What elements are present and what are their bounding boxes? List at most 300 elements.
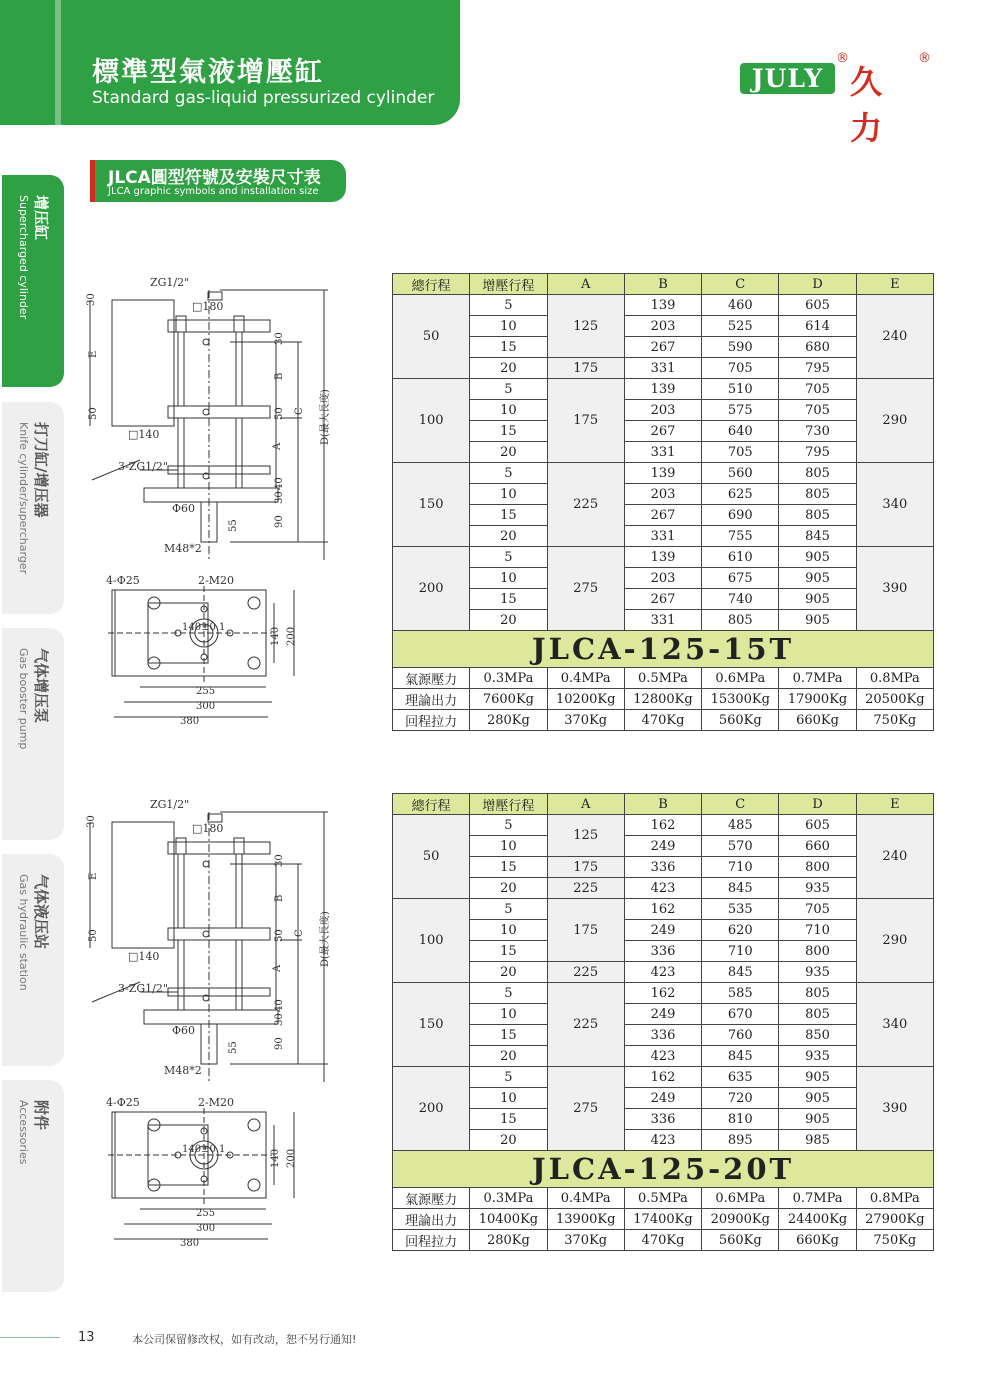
cell-c: 760 <box>702 1025 779 1046</box>
cell-a: 225 <box>547 463 624 547</box>
cell-b: 162 <box>624 899 701 920</box>
label-port-top: ZG1/2" <box>150 276 190 289</box>
cell-c: 720 <box>702 1088 779 1109</box>
cell-boost-stroke: 15 <box>470 505 547 526</box>
dim-d: D(最大長度) <box>320 389 331 445</box>
cell-d: 845 <box>779 526 856 547</box>
cell-d: 905 <box>779 589 856 610</box>
table-row <box>393 316 934 337</box>
cell-b: 331 <box>624 526 701 547</box>
cell-c: 705 <box>702 358 779 379</box>
model-name: JLCA-125-20T <box>393 1151 934 1188</box>
cell-d: 805 <box>779 1004 856 1025</box>
column-header: B <box>624 274 701 295</box>
pressure-label: 氣源壓力 <box>393 1188 470 1209</box>
pressure-value: 660Kg <box>779 1230 856 1251</box>
cell-b: 331 <box>624 610 701 631</box>
cell-boost-stroke: 10 <box>470 316 547 337</box>
dim-255: 255 <box>196 1208 216 1219</box>
cell-a: 175 <box>547 857 624 878</box>
page-title-cn: 標準型氣液增壓缸 <box>92 57 324 88</box>
cell-a: 275 <box>547 1067 624 1151</box>
cell-d: 905 <box>779 1109 856 1130</box>
cell-b: 162 <box>624 815 701 836</box>
label-dia-60: Φ60 <box>172 1024 196 1037</box>
pressure-label: 理論出力 <box>393 689 470 710</box>
dim-30: 30 <box>86 815 97 828</box>
label-holes: 4-Φ25 <box>106 574 140 587</box>
cell-d: 935 <box>779 1046 856 1067</box>
cell-c: 510 <box>702 379 779 400</box>
sidebar-item-gas-booster-pump[interactable] <box>2 628 64 840</box>
table-row <box>393 505 934 526</box>
cell-d: 935 <box>779 878 856 899</box>
cell-d: 795 <box>779 442 856 463</box>
cell-boost-stroke: 10 <box>470 400 547 421</box>
cell-a: 225 <box>547 983 624 1067</box>
label-dia-60: Φ60 <box>172 502 196 515</box>
cell-a: 175 <box>547 899 624 962</box>
cell-c: 625 <box>702 484 779 505</box>
pressure-value: 0.5MPa <box>624 668 701 689</box>
cell-c: 620 <box>702 920 779 941</box>
sidebar-item-label-cn: 增压缸 <box>32 195 50 241</box>
column-header: A <box>547 274 624 295</box>
cell-c: 705 <box>702 442 779 463</box>
cell-d: 705 <box>779 379 856 400</box>
cell-boost-stroke: 5 <box>470 547 547 568</box>
cell-boost-stroke: 5 <box>470 899 547 920</box>
pressure-value: 560Kg <box>702 1230 779 1251</box>
cell-boost-stroke: 5 <box>470 983 547 1004</box>
dim-50b: 50 <box>274 929 285 942</box>
cell-boost-stroke: 10 <box>470 484 547 505</box>
dim-50: 50 <box>88 929 99 942</box>
cell-d: 905 <box>779 610 856 631</box>
pressure-value: 750Kg <box>856 1230 933 1251</box>
cell-boost-stroke: 20 <box>470 1130 547 1151</box>
dim-a: A <box>272 964 283 972</box>
pressure-value: 0.3MPa <box>470 668 547 689</box>
cell-b: 336 <box>624 1025 701 1046</box>
column-header: E <box>856 274 933 295</box>
dim-300: 300 <box>196 701 216 712</box>
cell-c: 810 <box>702 1109 779 1130</box>
pressure-row <box>393 689 934 710</box>
pressure-value: 17400Kg <box>624 1209 701 1230</box>
cell-b: 267 <box>624 505 701 526</box>
pressure-value: 13900Kg <box>547 1209 624 1230</box>
dim-c: C <box>294 929 305 937</box>
cell-c: 845 <box>702 878 779 899</box>
pressure-value: 280Kg <box>470 710 547 731</box>
cell-c: 895 <box>702 1130 779 1151</box>
cell-c: 610 <box>702 547 779 568</box>
column-header: C <box>702 794 779 815</box>
dim-90: 90 <box>274 1037 285 1050</box>
label-holes: 4-Φ25 <box>106 1096 140 1109</box>
column-header: C <box>702 274 779 295</box>
cell-boost-stroke: 10 <box>470 920 547 941</box>
table-row <box>393 484 934 505</box>
cell-c: 460 <box>702 295 779 316</box>
cell-boost-stroke: 5 <box>470 379 547 400</box>
dim-a: A <box>272 442 283 450</box>
table-header-row <box>393 274 934 295</box>
cell-boost-stroke: 10 <box>470 1004 547 1025</box>
section-accent-bar <box>90 160 95 202</box>
cell-boost-stroke: 15 <box>470 941 547 962</box>
cell-c: 845 <box>702 1046 779 1067</box>
table-row <box>393 610 934 631</box>
dim-b: B <box>274 894 285 902</box>
cell-b: 423 <box>624 878 701 899</box>
table-row <box>393 962 934 983</box>
cell-boost-stroke: 10 <box>470 1088 547 1109</box>
cell-b: 249 <box>624 836 701 857</box>
table-row <box>393 421 934 442</box>
cell-boost-stroke: 5 <box>470 463 547 484</box>
table-row <box>393 878 934 899</box>
cell-e: 240 <box>856 295 933 379</box>
cell-c: 640 <box>702 421 779 442</box>
cell-b: 203 <box>624 400 701 421</box>
sidebar-item-label-cn: 附件 <box>32 1100 50 1131</box>
cell-c: 670 <box>702 1004 779 1025</box>
pressure-label: 回程拉力 <box>393 710 470 731</box>
sidebar-item-gas-hydraulic-station[interactable] <box>2 854 64 1066</box>
label-thread-m48: M48*2 <box>164 542 202 555</box>
pressure-value: 15300Kg <box>702 689 779 710</box>
cell-boost-stroke: 5 <box>470 815 547 836</box>
label-port-top: ZG1/2" <box>150 798 190 811</box>
technical-drawing-2 <box>80 792 350 1266</box>
header-strip <box>55 0 61 125</box>
cell-d: 805 <box>779 463 856 484</box>
cell-b: 267 <box>624 589 701 610</box>
pressure-row <box>393 668 934 689</box>
cell-d: 800 <box>779 857 856 878</box>
column-header: 增壓行程 <box>470 274 547 295</box>
cell-d: 605 <box>779 815 856 836</box>
cell-d: 805 <box>779 983 856 1004</box>
table-row <box>393 1004 934 1025</box>
pressure-value: 660Kg <box>779 710 856 731</box>
cell-c: 675 <box>702 568 779 589</box>
label-square-180: □180 <box>192 822 224 835</box>
table-header-row <box>393 794 934 815</box>
cell-a: 125 <box>547 295 624 358</box>
table-row <box>393 857 934 878</box>
cell-boost-stroke: 15 <box>470 589 547 610</box>
cell-boost-stroke: 10 <box>470 836 547 857</box>
table-row <box>393 1088 934 1109</box>
spec-table-jlca-125-20t <box>392 793 934 1251</box>
registered-mark: ® <box>836 51 849 66</box>
dim-c: C <box>294 407 305 415</box>
table-row <box>393 899 934 920</box>
table-row <box>393 379 934 400</box>
cell-d: 705 <box>779 400 856 421</box>
dim-90: 90 <box>274 515 285 528</box>
cell-b: 203 <box>624 568 701 589</box>
pressure-value: 560Kg <box>702 710 779 731</box>
table-row <box>393 568 934 589</box>
dim-e: E <box>88 872 99 880</box>
cell-c: 525 <box>702 316 779 337</box>
pressure-value: 750Kg <box>856 710 933 731</box>
column-header: D <box>779 274 856 295</box>
table-row <box>393 337 934 358</box>
cell-boost-stroke: 20 <box>470 610 547 631</box>
pressure-label: 氣源壓力 <box>393 668 470 689</box>
cell-total-stroke: 200 <box>393 1067 470 1151</box>
cell-boost-stroke: 15 <box>470 1109 547 1130</box>
cell-b: 139 <box>624 547 701 568</box>
cell-e: 340 <box>856 463 933 547</box>
table-row <box>393 836 934 857</box>
cell-d: 614 <box>779 316 856 337</box>
pressure-value: 370Kg <box>547 710 624 731</box>
cell-b: 423 <box>624 1046 701 1067</box>
cell-b: 267 <box>624 337 701 358</box>
footer-divider <box>0 1337 60 1338</box>
dim-30c: 30 <box>274 491 285 504</box>
cell-e: 290 <box>856 899 933 983</box>
cell-b: 249 <box>624 1088 701 1109</box>
spec-table-jlca-125-15t <box>392 273 934 731</box>
cell-c: 740 <box>702 589 779 610</box>
cell-d: 905 <box>779 568 856 589</box>
pressure-row <box>393 710 934 731</box>
dim-30c: 30 <box>274 1013 285 1026</box>
cell-c: 805 <box>702 610 779 631</box>
sidebar-item-label-en: Gas booster pump <box>17 648 30 750</box>
page-title-en: Standard gas-liquid pressurized cylinder <box>92 88 435 108</box>
cell-e: 240 <box>856 815 933 899</box>
pressure-label: 理論出力 <box>393 1209 470 1230</box>
table-row <box>393 941 934 962</box>
table-row <box>393 983 934 1004</box>
pressure-value: 12800Kg <box>624 689 701 710</box>
table-row <box>393 815 934 836</box>
cell-b: 139 <box>624 295 701 316</box>
dim-e: E <box>88 350 99 358</box>
pressure-value: 0.8MPa <box>856 1188 933 1209</box>
header-banner <box>0 0 460 125</box>
cell-d: 905 <box>779 1067 856 1088</box>
cell-boost-stroke: 10 <box>470 568 547 589</box>
model-name: JLCA-125-15T <box>393 631 934 668</box>
cell-c: 710 <box>702 857 779 878</box>
cell-b: 331 <box>624 358 701 379</box>
column-header: A <box>547 794 624 815</box>
cell-total-stroke: 200 <box>393 547 470 631</box>
cell-b: 423 <box>624 962 701 983</box>
cell-d: 800 <box>779 941 856 962</box>
cell-a: 175 <box>547 358 624 379</box>
registered-mark-2: ® <box>918 51 931 66</box>
cell-d: 905 <box>779 547 856 568</box>
cell-c: 485 <box>702 815 779 836</box>
pressure-value: 20900Kg <box>702 1209 779 1230</box>
dim-140-tol: 140±0.1 <box>182 622 226 633</box>
footer-note: 本公司保留修改权，如有改动，恕不另行通知! <box>132 1333 357 1346</box>
cell-b: 162 <box>624 983 701 1004</box>
cell-b: 203 <box>624 484 701 505</box>
pressure-value: 470Kg <box>624 710 701 731</box>
pressure-value: 27900Kg <box>856 1209 933 1230</box>
cell-boost-stroke: 20 <box>470 962 547 983</box>
sidebar-item-supercharged-cylinder[interactable] <box>2 175 64 387</box>
sidebar-item-label-en: Supercharged cylinder <box>17 195 30 320</box>
cell-b: 331 <box>624 442 701 463</box>
dim-255: 255 <box>196 686 216 697</box>
cell-c: 585 <box>702 983 779 1004</box>
cell-c: 535 <box>702 899 779 920</box>
sidebar-item-label-en: Knife cylinder/supercharger <box>17 422 30 575</box>
cell-total-stroke: 50 <box>393 295 470 379</box>
cell-boost-stroke: 5 <box>470 1067 547 1088</box>
cell-total-stroke: 100 <box>393 379 470 463</box>
pressure-value: 0.7MPa <box>779 668 856 689</box>
cell-d: 710 <box>779 920 856 941</box>
cell-b: 336 <box>624 857 701 878</box>
dim-b: B <box>274 372 285 380</box>
table-row <box>393 1046 934 1067</box>
cell-total-stroke: 100 <box>393 899 470 983</box>
section-title-en: JLCA graphic symbols and installation size <box>108 186 319 197</box>
page-number: 13 <box>78 1330 95 1345</box>
cell-d: 850 <box>779 1025 856 1046</box>
section-title <box>90 160 346 202</box>
dim-380: 380 <box>180 1238 200 1249</box>
sidebar-item-label-cn: 气体液压站 <box>32 874 50 950</box>
cell-boost-stroke: 20 <box>470 442 547 463</box>
cell-c: 690 <box>702 505 779 526</box>
label-square-180: □180 <box>192 300 224 313</box>
dim-55: 55 <box>228 519 239 532</box>
pressure-value: 370Kg <box>547 1230 624 1251</box>
sidebar-item-accessories[interactable] <box>2 1080 64 1292</box>
cell-d: 805 <box>779 484 856 505</box>
dim-50: 50 <box>88 407 99 420</box>
cell-b: 336 <box>624 1109 701 1130</box>
technical-drawing-1 <box>80 270 350 744</box>
pressure-value: 470Kg <box>624 1230 701 1251</box>
cell-boost-stroke: 20 <box>470 878 547 899</box>
cell-a: 275 <box>547 547 624 631</box>
column-header: B <box>624 794 701 815</box>
pressure-value: 10200Kg <box>547 689 624 710</box>
cell-b: 267 <box>624 421 701 442</box>
dim-140: 140 <box>270 626 281 646</box>
label-thread-m20: 2-M20 <box>198 574 234 587</box>
cell-c: 845 <box>702 962 779 983</box>
dim-50b: 50 <box>274 407 285 420</box>
sidebar-item-label-en: Accessories <box>17 1100 30 1165</box>
pressure-value: 0.6MPa <box>702 668 779 689</box>
table-row <box>393 442 934 463</box>
cell-d: 935 <box>779 962 856 983</box>
table-row <box>393 1025 934 1046</box>
label-side-ports: 3-ZG1/2" <box>118 982 168 995</box>
cell-total-stroke: 150 <box>393 983 470 1067</box>
table-row <box>393 358 934 379</box>
cell-b: 162 <box>624 1067 701 1088</box>
logo-brand-cn: 久力 <box>850 63 887 147</box>
pressure-row <box>393 1188 934 1209</box>
dim-30: 30 <box>86 293 97 306</box>
cell-d: 795 <box>779 358 856 379</box>
pressure-label: 回程拉力 <box>393 1230 470 1251</box>
column-header: D <box>779 794 856 815</box>
dim-200: 200 <box>286 626 297 646</box>
column-header: E <box>856 794 933 815</box>
model-row <box>393 1151 934 1188</box>
column-header: 總行程 <box>393 794 470 815</box>
pressure-value: 280Kg <box>470 1230 547 1251</box>
table-row <box>393 526 934 547</box>
pressure-value: 0.6MPa <box>702 1188 779 1209</box>
sidebar-item-label-cn: 气体增压泵 <box>32 648 50 724</box>
cell-boost-stroke: 5 <box>470 295 547 316</box>
pressure-row <box>393 1230 934 1251</box>
label-side-ports: 3-ZG1/2" <box>118 460 168 473</box>
cell-total-stroke: 150 <box>393 463 470 547</box>
cell-a: 125 <box>547 815 624 857</box>
column-header: 增壓行程 <box>470 794 547 815</box>
cell-c: 635 <box>702 1067 779 1088</box>
sidebar-item-label-en: Gas hydraulic station <box>17 874 30 991</box>
cell-b: 249 <box>624 1004 701 1025</box>
dim-40: 40 <box>274 999 285 1012</box>
pressure-value: 0.4MPa <box>547 1188 624 1209</box>
cell-e: 390 <box>856 1067 933 1151</box>
pressure-value: 17900Kg <box>779 689 856 710</box>
dim-30b: 30 <box>274 332 285 345</box>
label-thread-m20: 2-M20 <box>198 1096 234 1109</box>
pressure-value: 10400Kg <box>470 1209 547 1230</box>
cell-d: 660 <box>779 836 856 857</box>
cell-c: 710 <box>702 941 779 962</box>
table-row <box>393 463 934 484</box>
cell-a: 225 <box>547 962 624 983</box>
cell-total-stroke: 50 <box>393 815 470 899</box>
cell-c: 560 <box>702 463 779 484</box>
table-row <box>393 547 934 568</box>
cell-d: 905 <box>779 1088 856 1109</box>
pressure-value: 0.5MPa <box>624 1188 701 1209</box>
table-row <box>393 589 934 610</box>
cell-boost-stroke: 15 <box>470 1025 547 1046</box>
cell-b: 139 <box>624 463 701 484</box>
cell-boost-stroke: 20 <box>470 526 547 547</box>
logo-brand: JULY <box>740 63 835 94</box>
section-title-cn: JLCA圓型符號及安裝尺寸表 <box>108 168 321 188</box>
cell-boost-stroke: 15 <box>470 857 547 878</box>
dim-55: 55 <box>228 1041 239 1054</box>
dim-d: D(最大長度) <box>320 911 331 967</box>
cell-e: 340 <box>856 983 933 1067</box>
pressure-value: 0.4MPa <box>547 668 624 689</box>
column-header: 總行程 <box>393 274 470 295</box>
cell-d: 805 <box>779 505 856 526</box>
cell-boost-stroke: 15 <box>470 337 547 358</box>
pressure-value: 0.8MPa <box>856 668 933 689</box>
sidebar-item-knife-cylinder[interactable] <box>2 402 64 614</box>
label-square-140: □140 <box>128 950 160 963</box>
